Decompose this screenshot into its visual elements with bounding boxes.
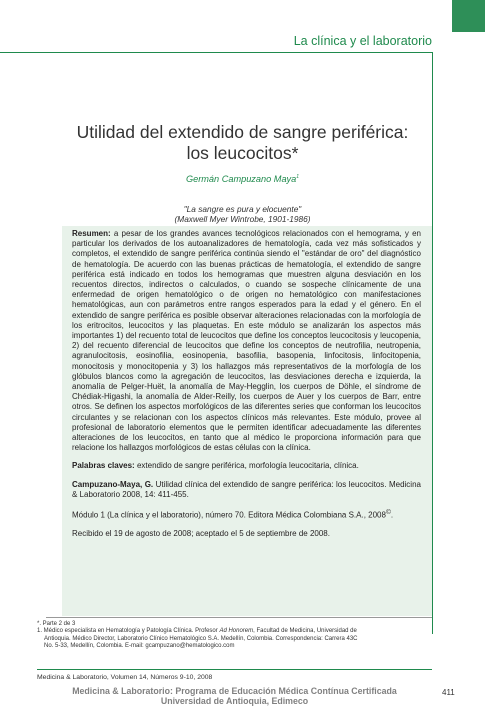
author-name: Germán Campuzano Maya: [185, 174, 297, 185]
epigraph-source: (Maxwell Myer Wintrobe, 1901-1986): [174, 214, 311, 224]
keywords-text: extendido de sangre periférica, morfología leucocitaria, clínica.: [136, 461, 359, 471]
footer-rule: [37, 669, 432, 670]
footnotes: [37, 621, 437, 650]
abstract-label: Resumen:: [72, 229, 111, 238]
author-footnote-mark: 1: [296, 174, 300, 180]
journal-citation: Medicina & Laboratorio, Volumen 14, Números 9-10, 2008: [37, 674, 213, 681]
keywords-label: Palabras claves:: [72, 461, 135, 471]
module-text: Módulo 1 (La clínica y el laboratorio), número 70. Editora Médica Colombiana S.A., 2008: [72, 510, 386, 520]
epigraph: [0, 204, 485, 224]
footnote-author: [37, 628, 437, 635]
section-color-tab: [452, 0, 485, 32]
citation-text: Utilidad clínica del extendido de sangre periférica: los leucocitos. Medicina & Laboratorio 2008, 14: 411-455.: [72, 479, 421, 499]
footnote-ad-honorem: Ad Honorem: [219, 628, 254, 635]
abstract-keywords: [72, 461, 421, 471]
article-author: [0, 174, 485, 184]
page-number: 411: [442, 688, 455, 697]
abstract-text: a pesar de los grandes avances tecnológicos relacionados con el hemograma, y en particular los derivados de los autoanalizadores de hematología, cada vez más sofisticados y completos, el extendido de sangre periférica continúa siendo el "estándar de oro" del diagnóstico de hematología. De acuerdo con las buenas prácticas de hematología, el extendido de sangre periférica está indicado en todos los hemogramas que muestren alguna desviación en los recuentos directos, indirectos o calculados, o cuando se sospeche clínicamente de una enfermedad de origen hematológico o de origen no hematológico con manifestaciones hematológicas, aun con parámetros entre rangos esperados para la edad y el género. En el extendido de sangre periférica es posible observar alteraciones relacionadas con la morfología de los eritrocitos, leucocitos y las plaquetas. En este módulo se analizarán los aspectos más importantes 1) del recuento total de leucocitos que define los conceptos leucocitosis y leucopenia, 2) del recuento diferencial de leucocitos que define los conceptos de neutrofilia, neutropenia, agranulocitosis, eosinofilia, eosinopenia, basofilia, basopenia, linfocitosis, linfocitopenia, monocitosis y monocitopenia y 3) los hallazgos más representativos de la morfología de los glóbulos blancos como la agregación de leucocitos, las desviaciones derecha e izquierda, la anomalía de Pelger-Huët, la anomalía de May-Hegglin, los cuerpos de Döhle, el síndrome de Chédiak-Higashi, la anomalía de Alder-Reilly, los cuerpos de Auer y los cuerpos de Barr, entre otros. Se definen los aspectos morfológicos de las diferentes series que conforman los leucocitos circulantes y se relacionan con los aspectos clínicos más relevantes. Este módulo, provee al profesional de laboratorio elementos que le permiten identificar adecuadamente las diferentes alteraciones de los leucocitos, en tanto que al médico le proporciona información para que relacione los hallazgos morfológicos de estas células con la clínica.: [72, 229, 422, 453]
footnote-rule: [46, 617, 432, 618]
abstract-module: Módulo 1 (La clínica y el laboratorio), número 70. Editora Médica Colombiana S.A., 2008©.: [72, 509, 394, 520]
header-rule: [0, 52, 432, 53]
article-title-line-1: Utilidad del extendido de sangre periférica:: [76, 122, 409, 142]
article-title-line-2: los leucocitos*: [186, 143, 299, 163]
abstract-summary: [72, 229, 421, 453]
footnote-author-line-3: No. 5-33, Medellín, Colombia. E-mail: gcampuzano@hematologico.com: [44, 642, 235, 649]
footer-program: [37, 686, 432, 706]
footnote-author-text: 1. Médico especialista en Hematología y Patología Clínica. Profesor: [37, 628, 218, 635]
abstract-received: Recibido el 19 de agosto de 2008; aceptado el 5 de septiembre de 2008.: [72, 528, 330, 538]
footnote-author-line-2: Antioquia. Médico Director, Laboratorio Clínico Hematológico S.A. Medellín, Colombia. Correspondencia: Carrera 43C: [44, 635, 358, 642]
citation-author: Campuzano-Maya, G.: [72, 479, 154, 489]
footnote-author-faculty: , Facultad de Medicina, Universidad de: [253, 628, 357, 635]
footer-program-line-2: Universidad de Antioquia, Edimeco: [160, 696, 309, 706]
footnote-part: *. Parte 2 de 3: [37, 621, 76, 627]
article-title: [0, 122, 485, 164]
section-title: La clínica y el laboratorio: [293, 34, 432, 48]
copyright-mark: ©: [385, 509, 391, 517]
abstract: [72, 229, 421, 547]
abstract-citation: [72, 480, 421, 500]
footer-program-line-1: Medicina & Laboratorio: Programa de Educación Médica Contínua Certificada: [72, 686, 397, 696]
epigraph-quote: "La sangre es pura y elocuente": [183, 204, 302, 214]
